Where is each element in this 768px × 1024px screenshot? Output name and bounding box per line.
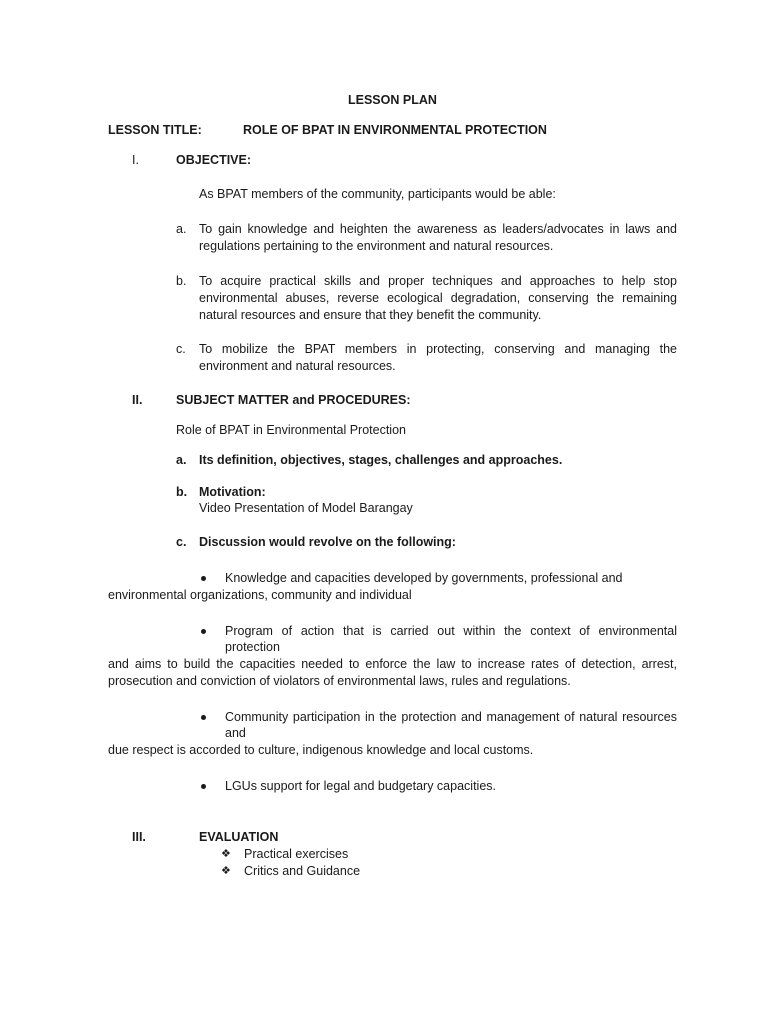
list-marker: b. <box>176 485 188 499</box>
bullet-continuation: environmental organizations, community and individual <box>108 588 412 602</box>
bullet-line: protection <box>225 640 280 654</box>
lesson-title-value: ROLE OF BPAT IN ENVIRONMENTAL PROTECTION <box>243 123 547 137</box>
bullet-icon <box>201 629 206 634</box>
bullet-line: Program of action that is carried out within the context of environmental <box>225 624 677 638</box>
section-heading-subject: SUBJECT MATTER and PROCEDURES: <box>176 393 411 407</box>
lesson-title-label: LESSON TITLE: <box>108 123 202 137</box>
document-title: LESSON PLAN <box>348 93 437 107</box>
bullet-icon <box>201 784 206 789</box>
subject-item-a: Its definition, objectives, stages, challenges and approaches. <box>199 453 563 467</box>
section-number: I. <box>132 153 139 167</box>
list-marker: a. <box>176 222 187 236</box>
subject-item-b-heading: Motivation: <box>199 485 266 499</box>
bullet-line: Community participation in the protection and management of natural resources <box>225 710 677 724</box>
subject-item-c-heading: Discussion would revolve on the following: <box>199 535 456 549</box>
objective-item-line: To acquire practical skills and proper techniques and approaches to help stop <box>199 274 677 288</box>
section-heading-objective: OBJECTIVE: <box>176 153 252 167</box>
bullet-continuation: prosecution and conviction of violators of environmental laws, rules and regulations. <box>108 674 571 688</box>
list-marker: b. <box>176 274 187 288</box>
objective-item-line: To gain knowledge and heighten the awareness as leaders/advocates in laws and <box>199 222 677 236</box>
objective-item-line: regulations pertaining to the environment and natural resources. <box>199 239 554 253</box>
subject-item-b-text: Video Presentation of Model Barangay <box>199 501 413 515</box>
bullet-line: Knowledge and capacities developed by governments, professional and <box>225 571 623 585</box>
bullet-line: and <box>225 726 246 740</box>
evaluation-item: Critics and Guidance <box>244 864 361 878</box>
list-marker: c. <box>176 342 186 356</box>
bullet-continuation: due respect is accorded to culture, indigenous knowledge and local customs. <box>108 743 534 757</box>
objective-item-line: environment and natural resources. <box>199 359 396 373</box>
subject-intro: Role of BPAT in Environmental Protection <box>176 423 406 437</box>
list-marker: c. <box>176 535 187 549</box>
bullet-line: LGUs support for legal and budgetary capacities. <box>225 779 496 793</box>
diamond-bullet-icon: ❖ <box>221 865 231 877</box>
bullet-continuation: and aims to build the capacities needed to enforce the law to increase rates of detection, arrest, <box>108 657 677 671</box>
objective-intro: As BPAT members of the community, participants would be able: <box>199 187 556 201</box>
section-number: II. <box>132 393 143 407</box>
bullet-icon <box>201 576 206 581</box>
bullet-icon <box>201 715 206 720</box>
evaluation-item: Practical exercises <box>244 847 349 861</box>
diamond-bullet-icon: ❖ <box>221 848 231 860</box>
objective-item-line: To mobilize the BPAT members in protecting, conserving and managing the <box>199 342 677 356</box>
objective-item-line: natural resources and ensure that they benefit the community. <box>199 308 542 322</box>
objective-item-line: environmental abuses, reverse ecological degradation, conserving the remaining <box>199 291 677 305</box>
section-heading-evaluation: EVALUATION <box>199 830 279 844</box>
section-number: III. <box>132 830 146 844</box>
list-marker: a. <box>176 453 187 467</box>
